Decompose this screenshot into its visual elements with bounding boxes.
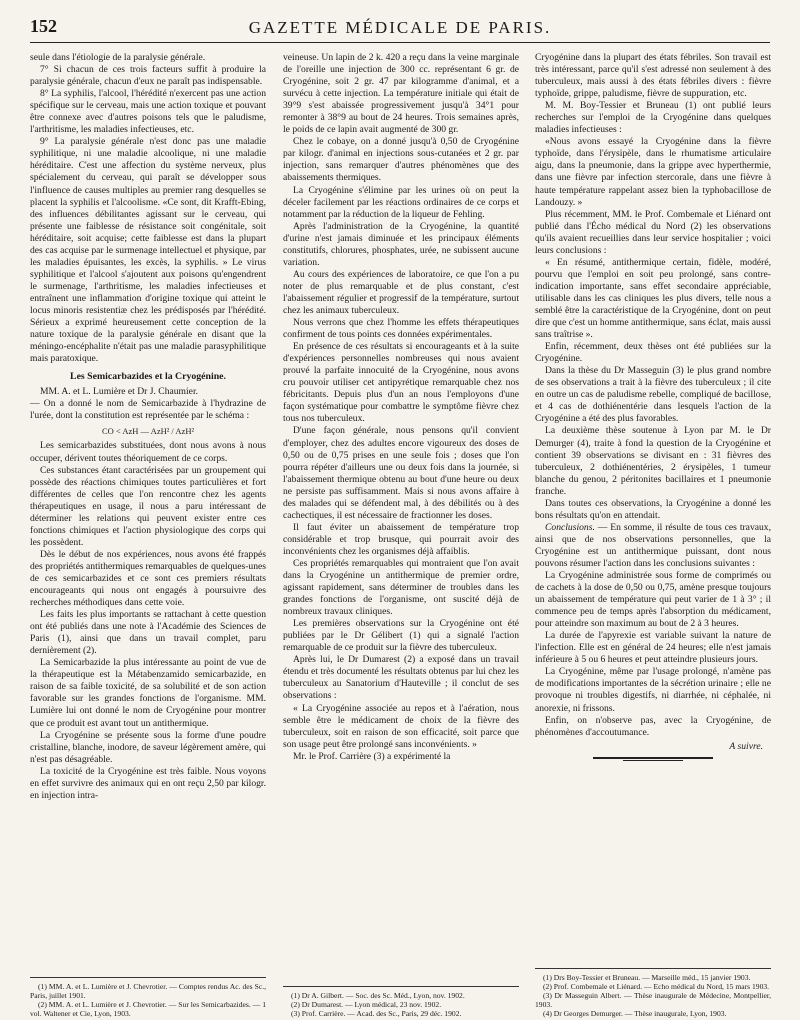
footnote: (2) Dr Dumarest. — Lyon médical, 23 nov. 1902. <box>291 1000 442 1009</box>
paragraph <box>535 522 771 570</box>
footnote: (4) Dr Georges Demurger. — Thèse inaugurale, Lyon, 1903. <box>543 1009 727 1018</box>
end-rule <box>593 757 713 759</box>
paragraph: Dès le début de nos expériences, nous avons été frappés des propriétés antithermiques remarquables de quelques-unes de ces semicarbazides et ce sont ces premiers résultats encourageants qui nous ont engagés à poursuivre des recherches méthodiques dans cette voie. <box>30 548 266 609</box>
paragraph: La Semicarbazide la plus intéressante au point de vue de la thérapeutique est la Métabenzamido semicarbazide, en raison de sa faible toxicité, de sa solubilité et de son action favorable sur les grandes fonctions de l'organisme. MM. Lumière lui ont donné le nom de Cryogénine pour montrer que ce produit est avant tout un antithermique. <box>30 657 266 729</box>
paragraph: M. M. Boy-Tessier et Bruneau (1) ont publié leurs recherches sur l'emploi de la Cryogénine dans quelques maladies infectieuses : <box>535 100 771 136</box>
page-number: 152 <box>30 16 57 36</box>
paragraph: Ces substances étant caractérisées par un groupement qui possède des réactions chimiques toutes particulières et fort différentes de celles que l'on rencontre chez les agents thérapeutiques en usage, il nous a paru intéressant de déterminer les relations qui peuvent exister entre ces fonctions chimiques et l'action physiologique des corps qui les possèdent. <box>30 464 266 548</box>
paragraph: 7° Si chacun de ces trois facteurs suffit à produire la paralysie générale, chacun d'eux ne paraît pas indispensable. <box>30 64 266 88</box>
chemical-formula: CO < AzH — AzH² / AzH² <box>101 426 195 437</box>
paragraph: Plus récemment, MM. le Prof. Combemale et Liénard ont publié dans l'Écho médical du Nord (2) les observations qu'ils avaient recueillies dans leur service hospitalier ; voici leurs conclusions : <box>535 208 771 256</box>
paragraph: 9° La paralysie générale n'est donc pas une maladie syphilitique, ni une maladie alcoolique, ni une maladie héréditaire. C'est une affection du système nerveux, plus spécialement du cerveau, qui paraît se développer sous l'influence de causes multiples au premier rang desquelles se placent la syphilis et l'alcoolisme. «Ce sont, dit Krafft-Ebing, des influences débilitantes agissant sur le cerveau, qui présente une faiblesse de résistance soit congénitale, soit héréditaire, soit acquise; cette faiblesse est dans la plupart des cas acquise par le surmenage intellectuel et physique, par les maladies épuisantes, les excès, la syphilis. » Le virus syphilitique et l'alcool s'ajoutent aux poisons qu'engendrent le surmenage, l'arthritisme, les maladies infectieuses et entraînent une inflammation d'origine toxique qui atteint le locus minoris resistentiæ chez les prédisposés par l'hérédité. Sérieux a exprimé heureusement cette conception de la nature toxique de la paralysie générale en disant que la méningo-encéphalite n'était pas une maladie parasyphilitique mais paratoxique. <box>30 136 266 365</box>
section-title: Les Semicarbazides et la Cryogénine. <box>70 371 226 383</box>
paragraph: — On a donné le nom de Semicarbazide à l'hydrazine de l'urée, dont la constitution est représentée par le schéma : <box>30 398 266 422</box>
paragraph: Ces propriétés remarquables qui montraient que l'on avait dans la Cryogénine un antithermique de premier ordre, agissant rapidement, sans déterminer de troubles dans les grandes fonctions de l'organisme, ont suscité déjà de nombreux travaux cliniques. <box>283 557 519 618</box>
paragraph: Au cours des expériences de laboratoire, ce que l'on a pu noter de plus remarquable et de plus constant, c'est l'abaissement régulier et progressif de la température, surtout chez les animaux tuberculeux. <box>283 268 519 316</box>
column-1 <box>30 52 266 1018</box>
paragraph: Dans la thèse du Dr Masseguin (3) le plus grand nombre de ses observations a trait à la fièvre des tuberculeux ; il cite en outre un cas de paludisme rebelle, compliqué de bacillose, et 4 cas de dothiénentérie dans lesquels l'action de la Cryogénine a été des plus favorables. <box>535 365 771 425</box>
paragraph: 8° La syphilis, l'alcool, l'hérédité n'exercent pas une action spécifique sur le cerveau, mais une action toxique et pouvant être connexe avec d'autres poisons tels que le paludisme, l'arthritisme, les maladies infectieuses, etc. <box>30 88 266 136</box>
paragraph: Après lui, le Dr Dumarest (2) a exposé dans un travail étendu et très documenté les résultats obtenus par lui chez les tuberculeux au Sanatorium d'Hauteville ; il conclut de ses observations : <box>283 654 519 702</box>
paragraph: Les semicarbazides substituées, dont nous avons à nous occuper, dérivent toutes théoriquement de ce corps. <box>30 440 266 464</box>
paragraph: Cryogénine dans la plupart des états fébriles. Son travail est très intéressant, parce qu'il s'est adressé non seulement à des tuberculeux, mais aussi à des états fébriles divers : fièvre typhoïde, grippe, paludisme, fièvre de suppuration, etc. <box>535 52 771 100</box>
footnote: (2) Prof. Combemale et Liénard. — Echo médical du Nord, 15 mars 1903. <box>543 982 770 991</box>
paragraph: Enfin, récemment, deux thèses ont été publiées sur la Cryogénine. <box>535 341 771 365</box>
paragraph: La deuxième thèse soutenue à Lyon par M. le Dr Demurger (4), traite à fond la question de la Cryogénine et contient 39 observations se divisant en : 31 fièvres des tuberculeux, 2 dothiénentéries, 2 érysipèles, 1 tumeur blanche du genou, 2 péritonites bacillaires et 1 pneumonie franche. <box>535 425 771 497</box>
paragraph: Les premières observations sur la Cryogénine ont été publiées par le Dr Gélibert (1) qui a signalé l'action remarquable de ce produit sur la fièvre des tuberculeux. <box>283 618 519 654</box>
conclusions-label: Conclusions. <box>545 521 595 533</box>
paragraph: Chez le cobaye, on a donné jusqu'à 0,50 de Cryogénine par kilogr. d'animal en injections sous-cutanées et 2 gr. par injection, sans remarquer d'autres phénomènes que des abaissements thermiques. <box>283 136 519 184</box>
to-be-continued: A suivre. <box>729 740 763 752</box>
journal-title: GAZETTE MÉDICALE DE PARIS. <box>248 18 552 37</box>
page-header <box>30 12 770 43</box>
paragraph: La durée de l'apyrexie est variable suivant la nature de l'infection. Elle est en général de 24 heures; elle n'est jamais inférieure à 5 ou 6 heures et peut atteindre plusieurs jours. <box>535 630 771 666</box>
footnotes <box>283 986 519 1018</box>
paragraph: seule dans l'étiologie de la paralysie générale. <box>30 52 206 63</box>
paragraph: La Cryogénine s'élimine par les urines où on peut la déceler facilement par les réactions ordinaires de ce corps et notamment par la réduction de la liqueur de Fehling. <box>283 184 519 220</box>
paragraph: veineuse. Un lapin de 2 k. 420 a reçu dans la veine marginale de l'oreille une injection de 300 cc. représentant 6 gr. de Cryogénine, soit 2 gr. 47 par kilogramme d'animal, et a survécu à cette injection. La température initiale qui était de 39°9 s'est abaissée progressivement jusqu'à 34°1 pour remonter à 38°9 au bout de 24 heures. Trois semaines après, le poids de ce lapin avait augmenté de 300 gr. <box>283 52 519 136</box>
paragraph: Il faut éviter un abaissement de température trop considérable et trop brusque, qui pourrait avoir des inconvénients chez les organismes déjà affaiblis. <box>283 521 519 557</box>
paragraph: Les faits les plus importants se rattachant à cette question ont été publiés dans une note à l'Académie des Sciences de Paris (1), ainsi que dans un travail complet, paru dernièrement (2). <box>30 609 266 657</box>
paragraph: « En résumé, antithermique certain, fidèle, modéré, pourvu que l'emploi en soit peu prolongé, sans contre-indication importante, sans effet secondaire appréciable, utilisable dans les cas cliniques les plus divers, telle nous a semblé être la caractéristique de la Cryogénine, dont on peut dire que c'est un homme antithermique, sans éclat, mais aussi sans traîtrise ». <box>535 256 771 341</box>
footnote: (2) MM. A. et L. Lumière et J. Chevrotier. — Sur les Semicarbazides. — 1 vol. Waltener et Cie, Lyon, 1903. <box>30 1000 266 1018</box>
footnotes <box>535 968 771 1018</box>
paragraph: Enfin, on n'observe pas, avec la Cryogénine, de phénomènes d'accoutumance. <box>535 714 771 738</box>
footnote: (3) Dr Masseguin Albert. — Thèse inaugurale de Médecine, Montpellier, 1903. <box>535 991 771 1009</box>
column-3 <box>535 52 771 1018</box>
footnote: (1) Drs Boy-Tessier et Bruneau. — Marseille méd., 15 janvier 1903. <box>543 973 751 982</box>
article-authors: MM. A. et L. Lumière et Dr J. Chaumier. <box>40 386 199 398</box>
footnote: (1) Dr A. Gilbert. — Soc. des Sc. Méd., Lyon, nov. 1902. <box>291 991 465 1000</box>
paragraph: En présence de ces résultats si encourageants et à la suite d'expériences personnelles nombreuses qui nous avaient prouvé la parfaite innocuité de la Cryogénine, nous avons cru pouvoir utiliser cet antipyrétique remarquable chez nos fébricitants. Depuis plus d'un an nous l'employons d'une façon systématique pour combattre le symptôme fièvre chez tous nos tuberculeux. <box>283 341 519 425</box>
footnote: (3) Prof. Carrière. — Acad. des Sc., Paris, 29 déc. 1902. <box>291 1009 462 1018</box>
paragraph-text: — En somme, il résulte de tous ces travaux, ainsi que de nos observations personnelles, que la Cryogénine est un antithermique puissant, dont nous pouvons résumer l'action dans les conclusions suivantes : <box>535 521 771 569</box>
paragraph: «Nous avons essayé la Cryogénine dans la fièvre typhoïde, dans l'érysipèle, dans le rhumatisme articulaire aigu, dans la pneumonie, dans la grippe avec hyperthermie, dans une fièvre par infection stercorale, dans une fièvre à haute température rappelant assez bien la typhobacillose de Landouzy. » <box>535 136 771 208</box>
paragraph: La toxicité de la Cryogénine est très faible. Nous voyons en effet survivre des animaux qui en ont reçu 2,50 par kilogr. en injection intra- <box>30 765 266 801</box>
paragraph: Après l'administration de la Cryogénine, la quantité d'urine n'est jamais diminuée et les principaux éléments constitutifs, chlorures, phosphates, urée, ne subissent aucune variation. <box>283 220 519 268</box>
paragraph: Mr. le Prof. Carrière (3) a expérimenté la <box>293 750 451 762</box>
footnotes <box>30 977 266 1018</box>
paragraph: La Cryogénine, même par l'usage prolongé, n'amène pas de modifications importantes de la sécrétion urinaire ; elle ne provoque ni troubles digestifs, ni diarrhée, ni céphalée, ni anorexie, ni frissons. <box>535 666 771 714</box>
paragraph: Nous verrons que chez l'homme les effets thérapeutiques confirment de tous points ces données expérimentales. <box>283 317 519 341</box>
paragraph: D'une façon générale, nous pensons qu'il convient d'employer, chez des adultes encore vigoureux des doses de 0,50 ou de 0,75 prises en une seule fois ; doses que l'on pourra répéter d'ailleurs une ou deux fois dans la journée, si l'abaissement thermique obtenu au bout d'une heure ou deux ne persiste pas suffisamment. Mais si nous avons affaire à des malades qui se défendent mal, à des débilités ou à des cachectiques, il est nécessaire de fractionner les doses. <box>283 425 519 521</box>
paragraph: Dans toutes ces observations, la Cryogénine a donné les bons résultats qu'on en attendait. <box>535 497 771 521</box>
column-2 <box>283 52 519 1018</box>
paragraph: La Cryogénine se présente sous la forme d'une poudre cristalline, blanche, inodore, de saveur légèrement amère, qui n'est pas désagréable. <box>30 729 266 765</box>
footnote: (1) MM. A. et L. Lumière et J. Chevrotier. — Comptes rendus Ac. des Sc., Paris, juillet 1901. <box>30 982 266 1000</box>
paragraph: « La Cryogénine associée au repos et à l'aération, nous semble être le médicament de choix de la fièvre des tuberculeux, soit en raison de son efficacité, soit parce que son usage peut être prolongé sans inconvénients. » <box>283 702 519 750</box>
paragraph: La Cryogénine administrée sous forme de comprimés ou de cachets à la dose de 0,50 ou 0,75, amène presque toujours un abaissement de température qui peut varier de 1 à 3° ; il commence peu de temps après l'absorption du médicament, pour atteindre son maximum au bout de 2 à 3 heures. <box>535 570 771 630</box>
